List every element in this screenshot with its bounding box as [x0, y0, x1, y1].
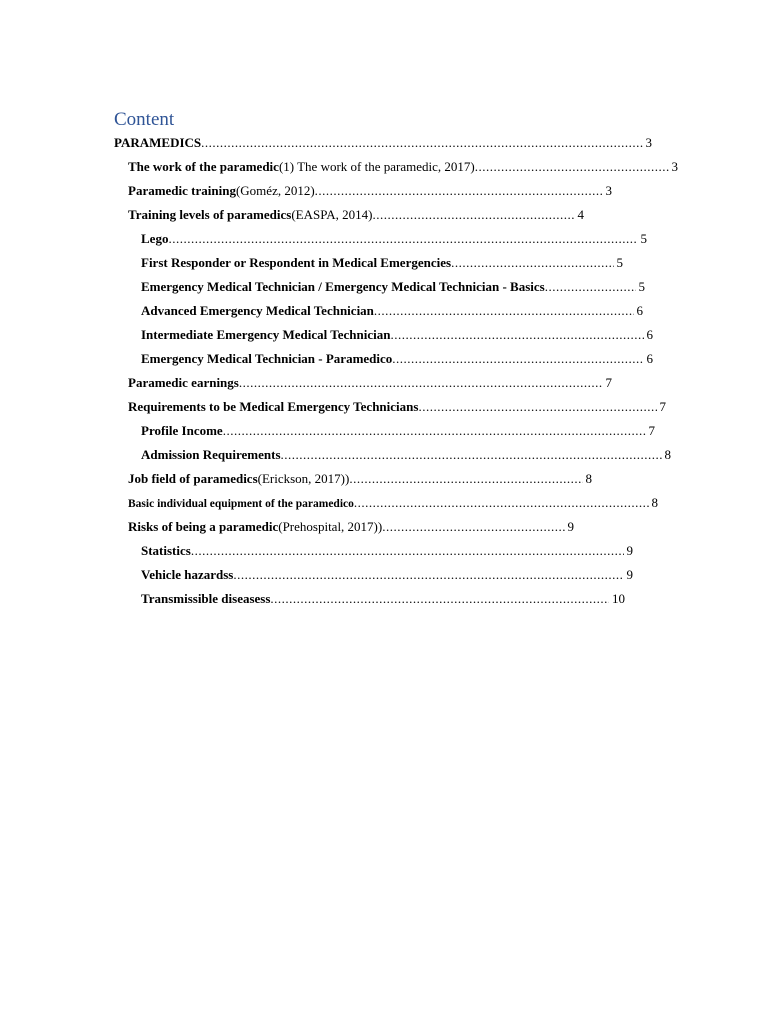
toc-entry-title: Vehicle hazardss [141, 567, 234, 582]
toc-entry[interactable] [141, 230, 647, 248]
toc-dot-leader [201, 134, 642, 152]
toc-dot-leader [475, 158, 669, 176]
toc-entry[interactable] [128, 158, 678, 176]
toc-entry-page: 5 [616, 255, 623, 270]
toc-entry[interactable] [141, 254, 623, 272]
toc-entry-page: 7 [659, 399, 666, 414]
toc-entry-citation: (1) The work of the paramedic, 2017) [278, 159, 475, 174]
toc-entry[interactable] [141, 326, 653, 344]
toc-entry-page: 6 [636, 303, 643, 318]
toc-entry-title: Training levels of paramedics [128, 207, 292, 222]
toc-entry-title: Job field of paramedics [128, 471, 258, 486]
toc-dot-leader [239, 374, 603, 392]
toc-entry-page: 3 [671, 159, 678, 174]
toc-entry-title: Requirements to be Medical Emergency Technicians [128, 399, 419, 414]
toc-entry[interactable] [141, 302, 643, 320]
toc-entry-title: Advanced Emergency Medical Technician [141, 303, 374, 318]
toc-entry[interactable] [128, 206, 584, 224]
toc-entry-title: Profile Income [141, 423, 223, 438]
toc-entry-citation: (Erickson, 2017)) [257, 471, 350, 486]
toc-dot-leader [281, 446, 662, 464]
toc-dot-leader [451, 254, 613, 272]
toc-heading: Content [114, 109, 175, 130]
toc-entry[interactable] [128, 470, 592, 488]
toc-entry[interactable] [128, 398, 666, 416]
toc-entry-title: Risks of being a paramedic [128, 519, 279, 534]
toc-entry-page: 8 [585, 471, 592, 486]
toc-entry-page: 9 [567, 519, 574, 534]
toc-entry-title: Paramedic earnings [128, 375, 239, 390]
toc-entry[interactable] [141, 278, 645, 296]
toc-entry-title: Emergency Medical Technician - Paramedico [141, 351, 393, 366]
toc-entry-page: 5 [638, 279, 645, 294]
toc-dot-leader [354, 494, 649, 512]
toc-entry-page: 5 [640, 231, 647, 246]
toc-dot-leader [418, 398, 656, 416]
toc-entry-title: Emergency Medical Technician / Emergency Medical Technician - Basics [141, 279, 545, 294]
toc-entry[interactable] [141, 446, 671, 464]
toc-dot-leader [391, 326, 644, 344]
toc-entry-title: Paramedic training [128, 183, 236, 198]
toc-entry-title: The work of the paramedic [128, 159, 279, 174]
toc-entry[interactable] [128, 518, 574, 536]
toc-entry-title: PARAMEDICS [114, 135, 202, 150]
toc-dot-leader [223, 422, 646, 440]
toc-entry[interactable] [128, 182, 612, 200]
toc-dot-leader [315, 182, 603, 200]
toc-entry-page: 7 [605, 375, 612, 390]
toc-dot-leader [373, 206, 575, 224]
toc-entry-page: 3 [605, 183, 612, 198]
toc-entry[interactable] [141, 566, 633, 584]
toc-entry-page: 9 [626, 543, 633, 558]
toc-entry-page: 3 [645, 135, 652, 150]
toc-entry[interactable] [114, 134, 652, 152]
toc-entry-citation: (Prehospital, 2017)) [278, 519, 383, 534]
toc-dot-leader [545, 278, 636, 296]
toc-dot-leader [168, 230, 637, 248]
toc-entry[interactable] [141, 422, 655, 440]
toc-entry-page: 7 [648, 423, 655, 438]
toc-entry[interactable] [141, 350, 653, 368]
toc-entry-title: Admission Requirements [141, 447, 281, 462]
toc-dot-leader [233, 566, 623, 584]
toc-entry-page: 8 [664, 447, 671, 462]
toc-entry-page: 6 [646, 327, 653, 342]
toc-entry-page: 10 [612, 591, 625, 606]
toc-entry-page: 9 [626, 567, 633, 582]
toc-entry-title: Basic individual equipment of the paramedico [128, 498, 354, 510]
toc-entry-title: First Responder or Respondent in Medical Emergencies [141, 255, 452, 270]
toc-entry-title: Transmissible diseasess [141, 591, 271, 606]
toc-dot-leader [270, 590, 609, 608]
toc-entry-page: 4 [577, 207, 584, 222]
toc-entry-citation: (EASPA, 2014) [291, 207, 373, 222]
toc-entry-citation: (Goméz, 2012) [235, 183, 315, 198]
toc-entry-title: Intermediate Emergency Medical Technician [141, 327, 391, 342]
toc-entry[interactable] [141, 542, 633, 560]
toc-dot-leader [392, 350, 643, 368]
toc-dot-leader [191, 542, 624, 560]
toc-entry-title: Statistics [141, 543, 191, 558]
toc-entry[interactable] [141, 590, 625, 608]
toc-dot-leader [374, 302, 634, 320]
toc-dot-leader [382, 518, 564, 536]
toc-entry-page: 8 [651, 495, 658, 510]
toc-entry[interactable] [128, 374, 612, 392]
toc-entry-title: Lego [141, 231, 169, 246]
toc-dot-leader [349, 470, 582, 488]
toc-entry-page: 6 [646, 351, 653, 366]
toc-entry[interactable] [128, 494, 658, 512]
